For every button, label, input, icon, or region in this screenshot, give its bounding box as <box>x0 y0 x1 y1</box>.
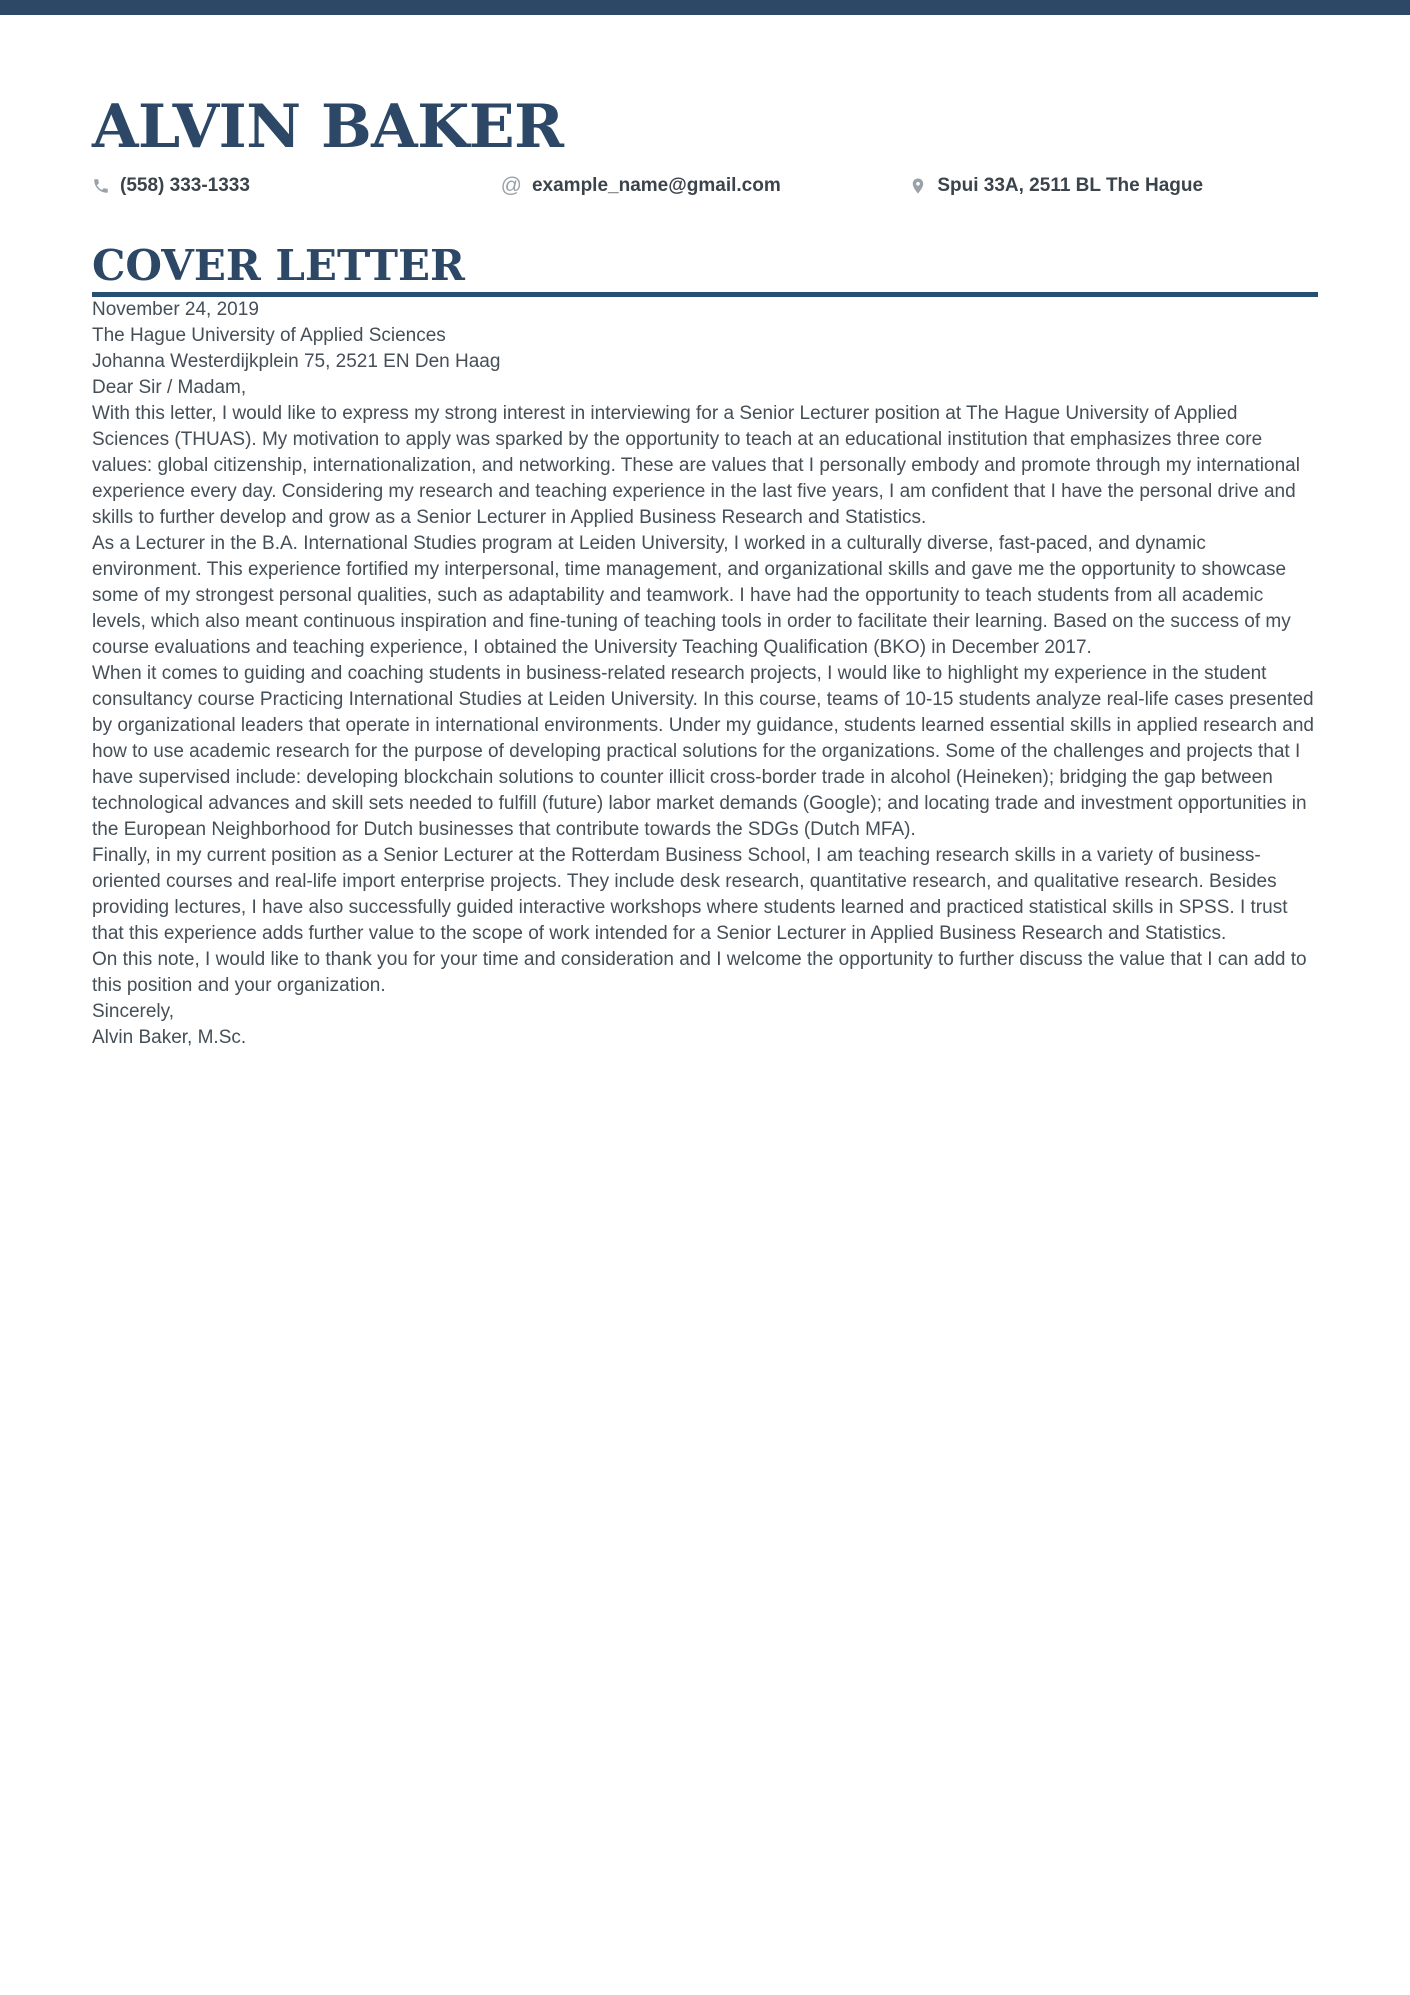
top-accent-bar <box>0 0 1410 15</box>
contact-email <box>501 173 910 199</box>
contact-row <box>92 173 1318 199</box>
letter-date: November 24, 2019 <box>92 299 259 320</box>
section-title: COVER LETTER <box>92 241 465 290</box>
recipient-line: The Hague University of Applied Sciences <box>92 325 446 346</box>
header <box>0 15 1410 199</box>
letter-body <box>0 241 1410 1111</box>
phone-number: (558) 333-1333 <box>120 175 250 196</box>
body-paragraph: When it comes to guiding and coaching students in business-related research projects, I would like to highlight my experience in the student consultancy course Practicing International Studies at Leiden University. In this course, teams of 10-15 students analyze real-life cases presented by organizational leaders that operate in international environments. Under my guidance, students learned essential skills in applied research and how to use academic research for the purpose of developing practical solutions for the organizations. Some of the challenges and projects that I have supervised include: developing blockchain solutions to counter illicit cross-border trade in alcohol (Heineken); bridging the gap between technological advances and skill sets needed to fulfill (future) labor market demands (Google); and locating trade and investment opportunities in the European Neighborhood for Dutch businesses that contribute towards the SDGs (Dutch MFA). <box>92 663 1315 840</box>
body-paragraph: On this note, I would like to thank you for your time and consideration and I welcome the opportunity to further discuss the value that I can add to this position and your organization. <box>92 949 1307 996</box>
contact-address <box>909 173 1318 199</box>
recipient-block <box>92 323 1318 375</box>
closing: Sincerely, <box>92 1001 175 1022</box>
body-paragraph: With this letter, I would like to express my strong interest in interviewing for a Senior Lecturer position at The Hague University of Applied Sciences (THUAS). My motivation to apply was sparked by the opportunity to teach at an educational institution that emphasizes three core values: global citizenship, internationalization, and networking. These are values that I personally embody and promote through my international experience every day. Considering my research and teaching experience in the last five years, I am confident that I have the personal drive and skills to further develop and grow as a Senior Lecturer in Applied Business Research and Statistics. <box>92 403 1300 528</box>
email-address: example_name@gmail.com <box>531 175 781 196</box>
body-paragraph: As a Lecturer in the B.A. International Studies program at Leiden University, I worked in a culturally diverse, fast-paced, and dynamic environment. This experience fortified my interpersonal, time management, and organizational skills and gave me the opportunity to showcase some of my strongest personal qualities, such as adaptability and teamwork. I have had the opportunity to teach students from all academic levels, which also meant continuous inspiration and fine-tuning of teaching tools in order to facilitate their learning. Based on the success of my course evaluations and teaching experience, I obtained the University Teaching Qualification (BKO) in December 2017. <box>92 533 1291 658</box>
person-name: ALVIN BAKER <box>92 92 564 162</box>
salutation: Dear Sir / Madam, <box>92 377 247 398</box>
body-paragraph: Finally, in my current position as a Senior Lecturer at the Rotterdam Business School, I am teaching research skills in a variety of business-oriented courses and real-life import enterprise projects. They include desk research, quantitative research, and qualitative research. Besides providing lectures, I have also successfully guided interactive workshops where students learned and practiced statistical skills in SPSS. I trust that this experience adds further value to the scope of work intended for a Senior Lecturer in Applied Business Research and Statistics. <box>92 845 1288 944</box>
contact-phone <box>92 173 501 199</box>
recipient-line: Johanna Westerdijkplein 75, 2521 EN Den Haag <box>92 351 501 372</box>
letter-content <box>92 297 1318 1051</box>
signature: Alvin Baker, M.Sc. <box>92 1027 247 1048</box>
location-pin-icon <box>909 177 927 195</box>
phone-icon <box>92 177 110 195</box>
at-icon: @ <box>500 174 522 197</box>
street-address: Spui 33A, 2511 BL The Hague <box>937 175 1204 196</box>
